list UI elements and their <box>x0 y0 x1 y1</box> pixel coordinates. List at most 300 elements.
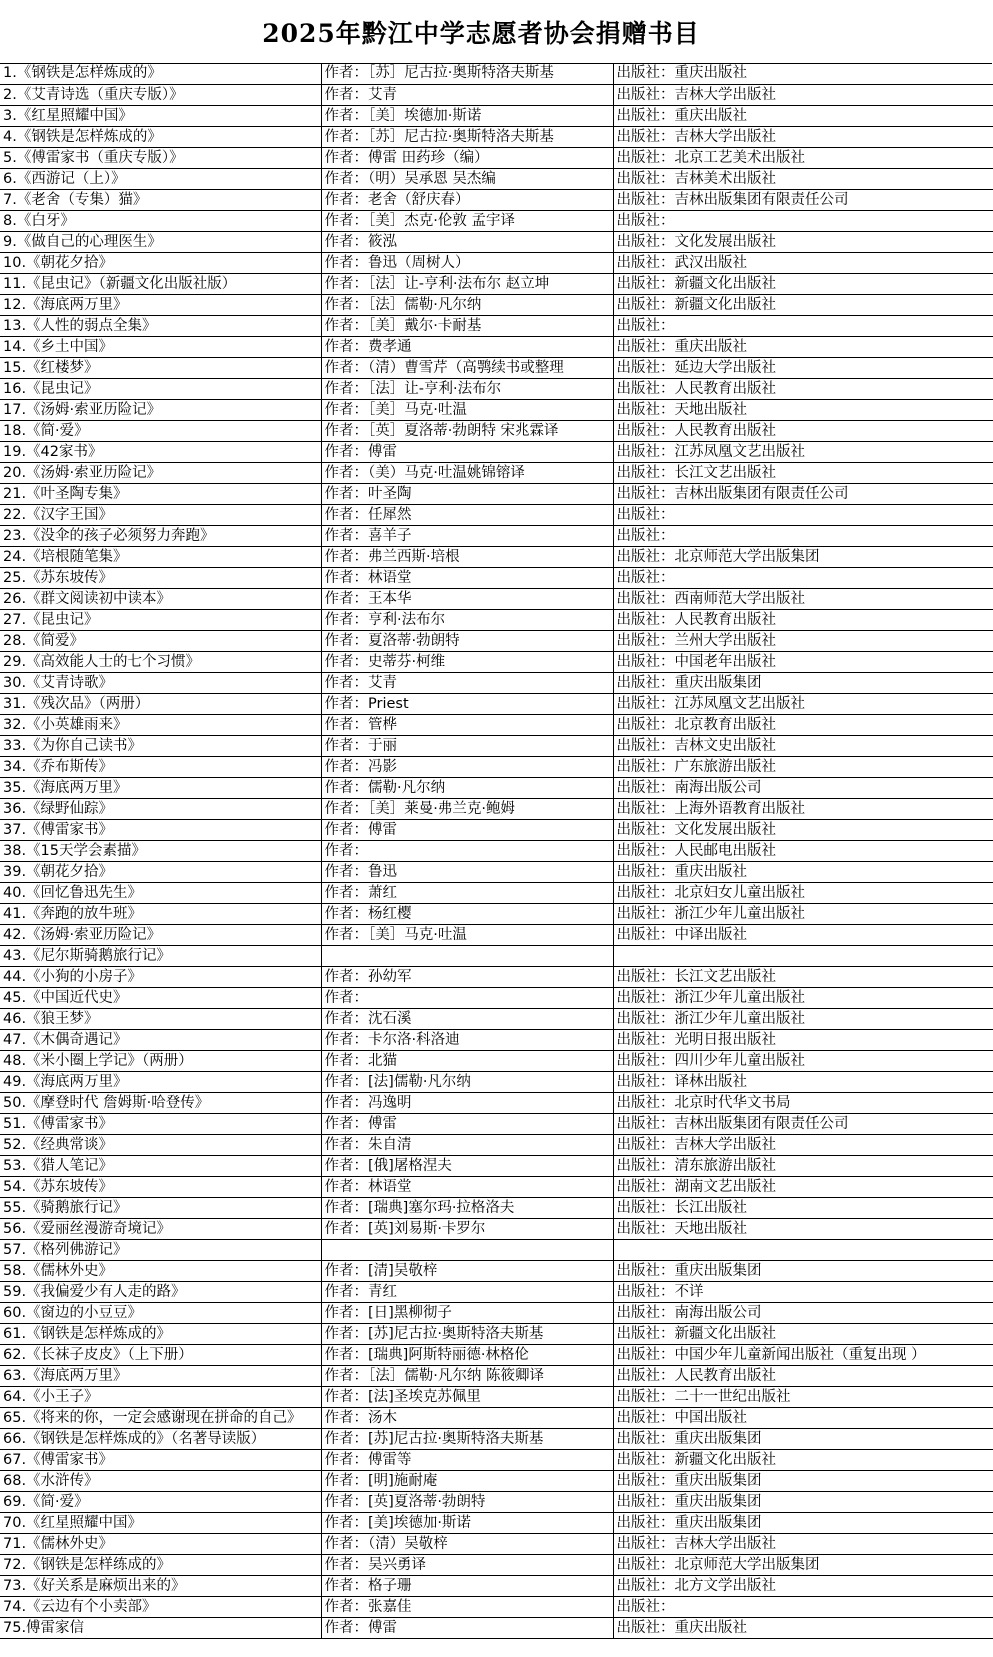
author-cell[interactable]: 作者：任犀然 <box>321 504 613 525</box>
table-row <box>0 1008 993 1029</box>
title-cell[interactable]: 31.《残次品》（两册） <box>0 693 321 714</box>
author-cell[interactable]: 作者：[法]儒勒·凡尔纳 <box>321 1071 613 1092</box>
publisher-cell[interactable]: 出版社：重庆出版社 <box>613 63 993 84</box>
publisher-cell[interactable]: 出版社：西南师范大学出版社 <box>613 588 993 609</box>
table-row <box>0 924 993 945</box>
table-row <box>0 1344 993 1365</box>
title-cell[interactable]: 71.《儒林外史》 <box>0 1533 321 1554</box>
publisher-cell[interactable]: 出版社：武汉出版社 <box>613 252 993 273</box>
publisher-cell[interactable]: 出版社：吉林出版集团有限责任公司 <box>613 483 993 504</box>
title-cell[interactable]: 66.《钢铁是怎样炼成的》（名著导读版） <box>0 1428 321 1449</box>
title-cell[interactable]: 59.《我偏爱少有人走的路》 <box>0 1281 321 1302</box>
author-cell[interactable]: 作者：儒勒·凡尔纳 <box>321 777 613 798</box>
publisher-cell[interactable]: 出版社：中译出版社 <box>613 924 993 945</box>
table-row <box>0 1050 993 1071</box>
author-cell[interactable]: 作者：杨红樱 <box>321 903 613 924</box>
publisher-cell[interactable]: 出版社：重庆出版社 <box>613 105 993 126</box>
publisher-cell[interactable]: 出版社：天地出版社 <box>613 399 993 420</box>
title-cell[interactable]: 12.《海底两万里》 <box>0 294 321 315</box>
publisher-cell[interactable]: 出版社：吉林大学出版社 <box>613 1134 993 1155</box>
publisher-cell[interactable]: 出版社：文化发展出版社 <box>613 819 993 840</box>
table-row <box>0 1071 993 1092</box>
author-cell[interactable]: 作者：喜羊子 <box>321 525 613 546</box>
author-cell[interactable]: 作者：［法］让-亨利·法布尔 赵立坤 <box>321 273 613 294</box>
table-row <box>0 1197 993 1218</box>
table-row <box>0 1092 993 1113</box>
author-cell[interactable]: 作者：冯影 <box>321 756 613 777</box>
table-row <box>0 1449 993 1470</box>
author-cell[interactable]: 作者：[清]吴敬梓 <box>321 1260 613 1281</box>
title-cell[interactable]: 50.《摩登时代 詹姆斯·哈登传》 <box>0 1092 321 1113</box>
author-cell[interactable]: 作者：[苏]尼古拉·奥斯特洛夫斯基 <box>321 1323 613 1344</box>
publisher-cell[interactable]: 出版社：重庆出版集团 <box>613 1491 993 1512</box>
title-cell[interactable]: 35.《海底两万里》 <box>0 777 321 798</box>
title-cell[interactable]: 46.《狼王梦》 <box>0 1008 321 1029</box>
publisher-cell[interactable]: 出版社：北京工艺美术出版社 <box>613 147 993 168</box>
title-cell[interactable]: 25.《苏东坡传》 <box>0 567 321 588</box>
author-cell[interactable]: 作者：［法］儒勒·凡尔纳 <box>321 294 613 315</box>
title-cell[interactable]: 72.《钢铁是怎样练成的》 <box>0 1554 321 1575</box>
table-row <box>0 525 993 546</box>
table-row <box>0 819 993 840</box>
table-row <box>0 399 993 420</box>
author-cell[interactable]: 作者：筱泓 <box>321 231 613 252</box>
publisher-cell[interactable]: 出版社：吉林出版集团有限责任公司 <box>613 189 993 210</box>
author-cell[interactable]: 作者：沈石溪 <box>321 1008 613 1029</box>
author-cell[interactable]: 作者：[俄]屠格涅夫 <box>321 1155 613 1176</box>
title-cell[interactable] <box>0 0 992 64</box>
table-row <box>0 84 993 105</box>
author-cell[interactable]: 作者：[瑞典]塞尔玛·拉格洛夫 <box>321 1197 613 1218</box>
author-cell[interactable]: 作者：王本华 <box>321 588 613 609</box>
author-cell[interactable]: 作者：Priest <box>321 693 613 714</box>
publisher-cell[interactable]: 出版社：延边大学出版社 <box>613 357 993 378</box>
author-cell[interactable]: 作者： <box>321 840 613 861</box>
author-cell[interactable]: 作者：萧红 <box>321 882 613 903</box>
author-cell[interactable]: 作者：北猫 <box>321 1050 613 1071</box>
publisher-cell[interactable]: 出版社：新疆文化出版社 <box>613 1449 993 1470</box>
author-cell[interactable]: 作者：[瑞典]阿斯特丽德·林格伦 <box>321 1344 613 1365</box>
publisher-cell[interactable]: 出版社：译林出版社 <box>613 1071 993 1092</box>
title-cell[interactable]: 4.《钢铁是怎样炼成的》 <box>0 126 321 147</box>
author-cell[interactable]: 作者：格子珊 <box>321 1575 613 1596</box>
table-row <box>0 336 993 357</box>
table-row <box>0 378 993 399</box>
title-cell[interactable]: 38.《15天学会素描》 <box>0 840 321 861</box>
publisher-cell[interactable]: 出版社：湖南文艺出版社 <box>613 1176 993 1197</box>
table-row <box>0 294 993 315</box>
table-row <box>0 777 993 798</box>
publisher-cell[interactable]: 出版社： <box>613 315 993 336</box>
author-cell[interactable]: 作者：艾青 <box>321 84 613 105</box>
publisher-cell[interactable]: 出版社： <box>613 1596 993 1617</box>
author-cell[interactable]: 作者：费孝通 <box>321 336 613 357</box>
table-row <box>0 1323 993 1344</box>
author-cell[interactable]: 作者：弗兰西斯·培根 <box>321 546 613 567</box>
table-row <box>0 1596 993 1617</box>
table-row <box>0 840 993 861</box>
publisher-cell[interactable]: 出版社：长江文艺出版社 <box>613 462 993 483</box>
publisher-cell[interactable]: 出版社：天地出版社 <box>613 1218 993 1239</box>
publisher-cell[interactable]: 出版社：不详 <box>613 1281 993 1302</box>
publisher-cell[interactable]: 出版社：清东旅游出版社 <box>613 1155 993 1176</box>
table-row <box>0 168 993 189</box>
title-cell[interactable]: 18.《简·爱》 <box>0 420 321 441</box>
author-cell[interactable]: 作者：史蒂芬·柯维 <box>321 651 613 672</box>
table-row <box>0 1428 993 1449</box>
author-cell[interactable]: 作者：［美］马克·吐温 <box>321 924 613 945</box>
publisher-cell[interactable]: 出版社：二十一世纪出版社 <box>613 1386 993 1407</box>
table-row <box>0 1575 993 1596</box>
publisher-cell[interactable]: 出版社：北京妇女儿童出版社 <box>613 882 993 903</box>
publisher-cell[interactable]: 出版社：中国少年儿童新闻出版社（重复出现 ） <box>613 1344 993 1365</box>
author-cell[interactable]: 作者：[美]埃德加·斯诺 <box>321 1512 613 1533</box>
publisher-cell[interactable]: 出版社：北京师范大学出版集团 <box>613 1554 993 1575</box>
title-cell[interactable]: 63.《海底两万里》 <box>0 1365 321 1386</box>
author-cell[interactable]: 作者：[英]夏洛蒂·勃朗特 <box>321 1491 613 1512</box>
author-cell[interactable]: 作者：［美］马克·吐温 <box>321 399 613 420</box>
title-cell[interactable]: 47.《木偶奇遇记》 <box>0 1029 321 1050</box>
title-cell[interactable]: 49.《海底两万里》 <box>0 1071 321 1092</box>
table-row <box>0 987 993 1008</box>
publisher-cell[interactable]: 出版社：广东旅游出版社 <box>613 756 993 777</box>
author-cell[interactable]: 作者：傅雷 <box>321 1113 613 1134</box>
title-cell[interactable]: 43.《尼尔斯骑鹅旅行记》 <box>0 945 321 966</box>
title-cell[interactable]: 37.《傅雷家书》 <box>0 819 321 840</box>
table-row <box>0 315 993 336</box>
title-cell[interactable]: 39.《朝花夕拾》 <box>0 861 321 882</box>
title-cell[interactable]: 7.《老舍（专集）猫》 <box>0 189 321 210</box>
title-cell[interactable]: 57.《格列佛游记》 <box>0 1239 321 1260</box>
author-cell[interactable]: 作者：张嘉佳 <box>321 1596 613 1617</box>
table-row <box>0 210 993 231</box>
publisher-cell[interactable]: 出版社：北京时代华文书局 <box>613 1092 993 1113</box>
title-cell[interactable]: 3.《红星照耀中国》 <box>0 105 321 126</box>
title-cell[interactable]: 9.《做自己的心理医生》 <box>0 231 321 252</box>
publisher-cell[interactable]: 出版社：南海出版公司 <box>613 777 993 798</box>
title-cell[interactable]: 36.《绿野仙踪》 <box>0 798 321 819</box>
title-cell[interactable]: 30.《艾青诗歌》 <box>0 672 321 693</box>
table-row <box>0 756 993 777</box>
table-row <box>0 1218 993 1239</box>
publisher-cell[interactable]: 出版社：四川少年儿童出版社 <box>613 1050 993 1071</box>
publisher-cell[interactable]: 出版社：吉林美术出版社 <box>613 168 993 189</box>
title-cell[interactable]: 67.《傅雷家书》 <box>0 1449 321 1470</box>
table-row <box>0 1386 993 1407</box>
publisher-cell[interactable]: 出版社：人民教育出版社 <box>613 420 993 441</box>
title-cell[interactable]: 28.《简爱》 <box>0 630 321 651</box>
title-cell[interactable]: 24.《培根随笔集》 <box>0 546 321 567</box>
table-row <box>0 630 993 651</box>
title-cell[interactable]: 23.《没伞的孩子必须努力奔跑》 <box>0 525 321 546</box>
publisher-cell[interactable]: 出版社：重庆出版集团 <box>613 1512 993 1533</box>
publisher-cell[interactable]: 出版社：长江文艺出版社 <box>613 966 993 987</box>
publisher-cell[interactable]: 出版社：南海出版公司 <box>613 1302 993 1323</box>
table-row <box>0 147 993 168</box>
publisher-cell[interactable]: 出版社： <box>613 525 993 546</box>
title-cell[interactable]: 51.《傅雷家书》 <box>0 1113 321 1134</box>
publisher-cell[interactable]: 出版社：吉林大学出版社 <box>613 126 993 147</box>
publisher-cell[interactable]: 出版社：人民教育出版社 <box>613 1365 993 1386</box>
title-cell[interactable]: 74.《云边有个小卖部》 <box>0 1596 321 1617</box>
book-table <box>0 63 993 1639</box>
author-cell[interactable]: 作者：朱自清 <box>321 1134 613 1155</box>
table-row <box>0 1260 993 1281</box>
title-cell[interactable]: 6.《西游记（上）》 <box>0 168 321 189</box>
title-cell[interactable]: 62.《长袜子皮皮》（上下册） <box>0 1344 321 1365</box>
table-row <box>0 462 993 483</box>
publisher-cell[interactable]: 出版社：文化发展出版社 <box>613 231 993 252</box>
title-cell[interactable]: 33.《为你自己读书》 <box>0 735 321 756</box>
table-row <box>0 1176 993 1197</box>
table-row <box>0 189 993 210</box>
table-row <box>0 483 993 504</box>
author-cell[interactable]: 作者：[英]刘易斯·卡罗尔 <box>321 1218 613 1239</box>
title-cell[interactable]: 34.《乔布斯传》 <box>0 756 321 777</box>
title-cell[interactable]: 41.《奔跑的放牛班》 <box>0 903 321 924</box>
author-cell[interactable]: 作者：（明）吴承恩 吴杰编 <box>321 168 613 189</box>
publisher-cell[interactable]: 出版社：光明日报出版社 <box>613 1029 993 1050</box>
title-cell[interactable]: 22.《汉字王国》 <box>0 504 321 525</box>
title-cell[interactable]: 42.《汤姆·索亚历险记》 <box>0 924 321 945</box>
title-cell[interactable]: 2.《艾青诗选（重庆专版）》 <box>0 84 321 105</box>
table-row <box>0 882 993 903</box>
author-cell[interactable]: 作者：[明]施耐庵 <box>321 1470 613 1491</box>
title-cell[interactable]: 19.《42家书》 <box>0 441 321 462</box>
table-row <box>0 714 993 735</box>
table-row <box>0 945 993 966</box>
author-cell[interactable]: 作者：［美］戴尔·卡耐基 <box>321 315 613 336</box>
author-cell[interactable]: 作者：傅雷 <box>321 819 613 840</box>
author-cell[interactable]: 作者：[法]圣埃克苏佩里 <box>321 1386 613 1407</box>
publisher-cell[interactable]: 出版社：人民教育出版社 <box>613 609 993 630</box>
author-cell[interactable]: 作者：于丽 <box>321 735 613 756</box>
author-cell[interactable]: 作者：管桦 <box>321 714 613 735</box>
title-cell[interactable]: 60.《窗边的小豆豆》 <box>0 1302 321 1323</box>
author-cell[interactable]: 作者：［法］儒勒·凡尔纳 陈筱卿译 <box>321 1365 613 1386</box>
title-cell[interactable]: 64.《小王子》 <box>0 1386 321 1407</box>
author-cell[interactable]: 作者：傅雷 田药珍（编） <box>321 147 613 168</box>
publisher-cell[interactable]: 出版社： <box>613 567 993 588</box>
title-cell[interactable]: 54.《苏东坡传》 <box>0 1176 321 1197</box>
table-row <box>0 63 993 84</box>
table-row <box>0 1155 993 1176</box>
table-row <box>0 651 993 672</box>
author-cell[interactable]: 作者：叶圣陶 <box>321 483 613 504</box>
table-row <box>0 1029 993 1050</box>
table-row <box>0 1365 993 1386</box>
publisher-cell[interactable]: 出版社：浙江少年儿童出版社 <box>613 903 993 924</box>
table-row <box>0 609 993 630</box>
publisher-cell[interactable]: 出版社：北方文学出版社 <box>613 1575 993 1596</box>
title-cell[interactable]: 1.《钢铁是怎样炼成的》 <box>0 63 321 84</box>
author-cell[interactable]: 作者：［美］莱曼·弗兰克·鲍姆 <box>321 798 613 819</box>
publisher-cell[interactable]: 出版社：中国出版社 <box>613 1407 993 1428</box>
table-row <box>0 903 993 924</box>
table-row <box>0 1533 993 1554</box>
publisher-cell[interactable]: 出版社：浙江少年儿童出版社 <box>613 1008 993 1029</box>
publisher-cell[interactable]: 出版社：新疆文化出版社 <box>613 294 993 315</box>
table-row <box>0 1491 993 1512</box>
author-cell[interactable]: 作者：[日]黑柳彻子 <box>321 1302 613 1323</box>
table-row <box>0 105 993 126</box>
publisher-cell[interactable]: 出版社：上海外语教育出版社 <box>613 798 993 819</box>
title-cell[interactable]: 53.《猎人笔记》 <box>0 1155 321 1176</box>
table-row <box>0 1554 993 1575</box>
title-cell[interactable]: 48.《米小圈上学记》（两册） <box>0 1050 321 1071</box>
author-cell[interactable]: 作者：［苏］尼古拉·奥斯特洛夫斯基 <box>321 63 613 84</box>
publisher-cell[interactable]: 出版社： <box>613 210 993 231</box>
table-row <box>0 567 993 588</box>
author-cell[interactable] <box>321 1239 613 1260</box>
author-cell[interactable]: 作者：[苏]尼古拉·奥斯特洛夫斯基 <box>321 1428 613 1449</box>
table-row <box>0 1617 993 1638</box>
title-cell[interactable]: 68.《水浒传》 <box>0 1470 321 1491</box>
publisher-cell[interactable]: 出版社：重庆出版集团 <box>613 1260 993 1281</box>
table-row <box>0 1134 993 1155</box>
title-cell[interactable]: 29.《高效能人士的七个习惯》 <box>0 651 321 672</box>
publisher-cell[interactable]: 出版社：吉林文史出版社 <box>613 735 993 756</box>
author-cell[interactable]: 作者：（清）吴敬梓 <box>321 1533 613 1554</box>
publisher-cell[interactable]: 出版社：人民邮电出版社 <box>613 840 993 861</box>
publisher-cell[interactable]: 出版社：重庆出版集团 <box>613 1470 993 1491</box>
title-cell[interactable]: 11.《昆虫记》（新疆文化出版社版） <box>0 273 321 294</box>
publisher-cell[interactable]: 出版社：重庆出版社 <box>613 336 993 357</box>
title-cell[interactable]: 32.《小英雄雨来》 <box>0 714 321 735</box>
author-cell[interactable]: 作者：［法］让-亨利·法布尔 <box>321 378 613 399</box>
author-cell[interactable]: 作者： <box>321 987 613 1008</box>
table-row <box>0 252 993 273</box>
publisher-cell[interactable]: 出版社：重庆出版社 <box>613 861 993 882</box>
author-cell[interactable]: 作者：老舍（舒庆春） <box>321 189 613 210</box>
author-cell[interactable]: 作者：［苏］尼古拉·奥斯特洛夫斯基 <box>321 126 613 147</box>
publisher-cell[interactable] <box>613 1239 993 1260</box>
table-row <box>0 861 993 882</box>
author-cell[interactable]: 作者：汤木 <box>321 1407 613 1428</box>
author-cell[interactable] <box>321 945 613 966</box>
author-cell[interactable]: 作者：傅雷等 <box>321 1449 613 1470</box>
author-cell[interactable]: 作者：鲁迅（周树人） <box>321 252 613 273</box>
table-row <box>0 672 993 693</box>
author-cell[interactable]: 作者：林语堂 <box>321 1176 613 1197</box>
table-row <box>0 966 993 987</box>
publisher-cell[interactable]: 出版社： <box>613 504 993 525</box>
title-cell[interactable]: 14.《乡土中国》 <box>0 336 321 357</box>
table-row <box>0 441 993 462</box>
table-row <box>0 1113 993 1134</box>
title-cell[interactable]: 40.《回忆鲁迅先生》 <box>0 882 321 903</box>
publisher-cell[interactable]: 出版社：重庆出版社 <box>613 1617 993 1638</box>
publisher-cell[interactable]: 出版社：北京教育出版社 <box>613 714 993 735</box>
title-cell[interactable]: 21.《叶圣陶专集》 <box>0 483 321 504</box>
table-row <box>0 1512 993 1533</box>
title-cell[interactable]: 13.《人性的弱点全集》 <box>0 315 321 336</box>
author-cell[interactable]: 作者：吴兴勇译 <box>321 1554 613 1575</box>
title-cell[interactable]: 27.《昆虫记》 <box>0 609 321 630</box>
publisher-cell[interactable]: 出版社：重庆出版集团 <box>613 1428 993 1449</box>
author-cell[interactable]: 作者：亨利·法布尔 <box>321 609 613 630</box>
table-row <box>0 504 993 525</box>
table-row <box>0 1407 993 1428</box>
title-cell[interactable]: 56.《爱丽丝漫游奇境记》 <box>0 1218 321 1239</box>
title-cell[interactable]: 73.《好关系是麻烦出来的》 <box>0 1575 321 1596</box>
author-cell[interactable]: 作者：夏洛蒂·勃朗特 <box>321 630 613 651</box>
table-row <box>0 1470 993 1491</box>
publisher-cell[interactable]: 出版社：长江出版社 <box>613 1197 993 1218</box>
publisher-cell[interactable]: 出版社：吉林大学出版社 <box>613 84 993 105</box>
sheet-title: 2025年黔江中学志愿者协会捐赠书目 <box>262 18 700 48</box>
author-cell[interactable]: 作者：卡尔洛·科洛迪 <box>321 1029 613 1050</box>
publisher-cell[interactable]: 出版社：吉林大学出版社 <box>613 1533 993 1554</box>
title-cell[interactable]: 75.傅雷家信 <box>0 1617 321 1638</box>
table-row <box>0 735 993 756</box>
publisher-cell[interactable]: 出版社：中国老年出版社 <box>613 651 993 672</box>
publisher-cell[interactable]: 出版社：北京师范大学出版集团 <box>613 546 993 567</box>
title-cell[interactable]: 16.《昆虫记》 <box>0 378 321 399</box>
author-cell[interactable]: 作者：傅雷 <box>321 1617 613 1638</box>
author-cell[interactable]: 作者：冯逸明 <box>321 1092 613 1113</box>
title-cell[interactable]: 55.《骑鹅旅行记》 <box>0 1197 321 1218</box>
title-cell[interactable]: 69.《简·爱》 <box>0 1491 321 1512</box>
author-cell[interactable]: 作者：艾青 <box>321 672 613 693</box>
book-table-body <box>0 63 993 1638</box>
table-row <box>0 357 993 378</box>
author-cell[interactable]: 作者：（美）马克·吐温姚锦镕译 <box>321 462 613 483</box>
table-row <box>0 1302 993 1323</box>
title-cell[interactable]: 17.《汤姆·索亚历险记》 <box>0 399 321 420</box>
table-row <box>0 588 993 609</box>
title-cell[interactable]: 58.《儒林外史》 <box>0 1260 321 1281</box>
publisher-cell[interactable]: 出版社：新疆文化出版社 <box>613 273 993 294</box>
author-cell[interactable]: 作者：傅雷 <box>321 441 613 462</box>
title-cell[interactable]: 61.《钢铁是怎样炼成的》 <box>0 1323 321 1344</box>
publisher-cell[interactable]: 出版社：兰州大学出版社 <box>613 630 993 651</box>
table-row <box>0 1281 993 1302</box>
title-cell[interactable]: 70.《红星照耀中国》 <box>0 1512 321 1533</box>
author-cell[interactable]: 作者：［英］夏洛蒂·勃朗特 宋兆霖译 <box>321 420 613 441</box>
author-cell[interactable]: 作者：孙幼军 <box>321 966 613 987</box>
author-cell[interactable]: 作者：（清）曹雪芹（高鹗续书或整理 <box>321 357 613 378</box>
author-cell[interactable]: 作者：［美］埃德加·斯诺 <box>321 105 613 126</box>
author-cell[interactable]: 作者：青红 <box>321 1281 613 1302</box>
title-cell[interactable]: 5.《傅雷家书（重庆专版）》 <box>0 147 321 168</box>
publisher-cell[interactable]: 出版社：江苏凤凰文艺出版社 <box>613 441 993 462</box>
title-cell[interactable]: 52.《经典常谈》 <box>0 1134 321 1155</box>
publisher-cell[interactable]: 出版社：新疆文化出版社 <box>613 1323 993 1344</box>
author-cell[interactable]: 作者：鲁迅 <box>321 861 613 882</box>
author-cell[interactable]: 作者：［美］杰克·伦敦 孟宇译 <box>321 210 613 231</box>
author-cell[interactable]: 作者：林语堂 <box>321 567 613 588</box>
title-cell[interactable]: 44.《小狗的小房子》 <box>0 966 321 987</box>
title-cell[interactable]: 20.《汤姆·索亚历险记》 <box>0 462 321 483</box>
title-cell[interactable]: 45.《中国近代史》 <box>0 987 321 1008</box>
title-cell[interactable]: 8.《白牙》 <box>0 210 321 231</box>
table-row <box>0 798 993 819</box>
publisher-cell[interactable]: 出版社：人民教育出版社 <box>613 378 993 399</box>
table-row <box>0 273 993 294</box>
publisher-cell[interactable] <box>613 945 993 966</box>
publisher-cell[interactable]: 出版社：浙江少年儿童出版社 <box>613 987 993 1008</box>
table-row <box>0 126 993 147</box>
publisher-cell[interactable]: 出版社：江苏凤凰文艺出版社 <box>613 693 993 714</box>
publisher-cell[interactable]: 出版社：吉林出版集团有限责任公司 <box>613 1113 993 1134</box>
title-cell[interactable]: 15.《红楼梦》 <box>0 357 321 378</box>
table-row <box>0 1239 993 1260</box>
title-cell[interactable]: 10.《朝花夕拾》 <box>0 252 321 273</box>
publisher-cell[interactable]: 出版社：重庆出版集团 <box>613 672 993 693</box>
title-cell[interactable]: 65.《将来的你，一定会感谢现在拼命的自己》 <box>0 1407 321 1428</box>
title-cell[interactable]: 26.《群文阅读初中读本》 <box>0 588 321 609</box>
